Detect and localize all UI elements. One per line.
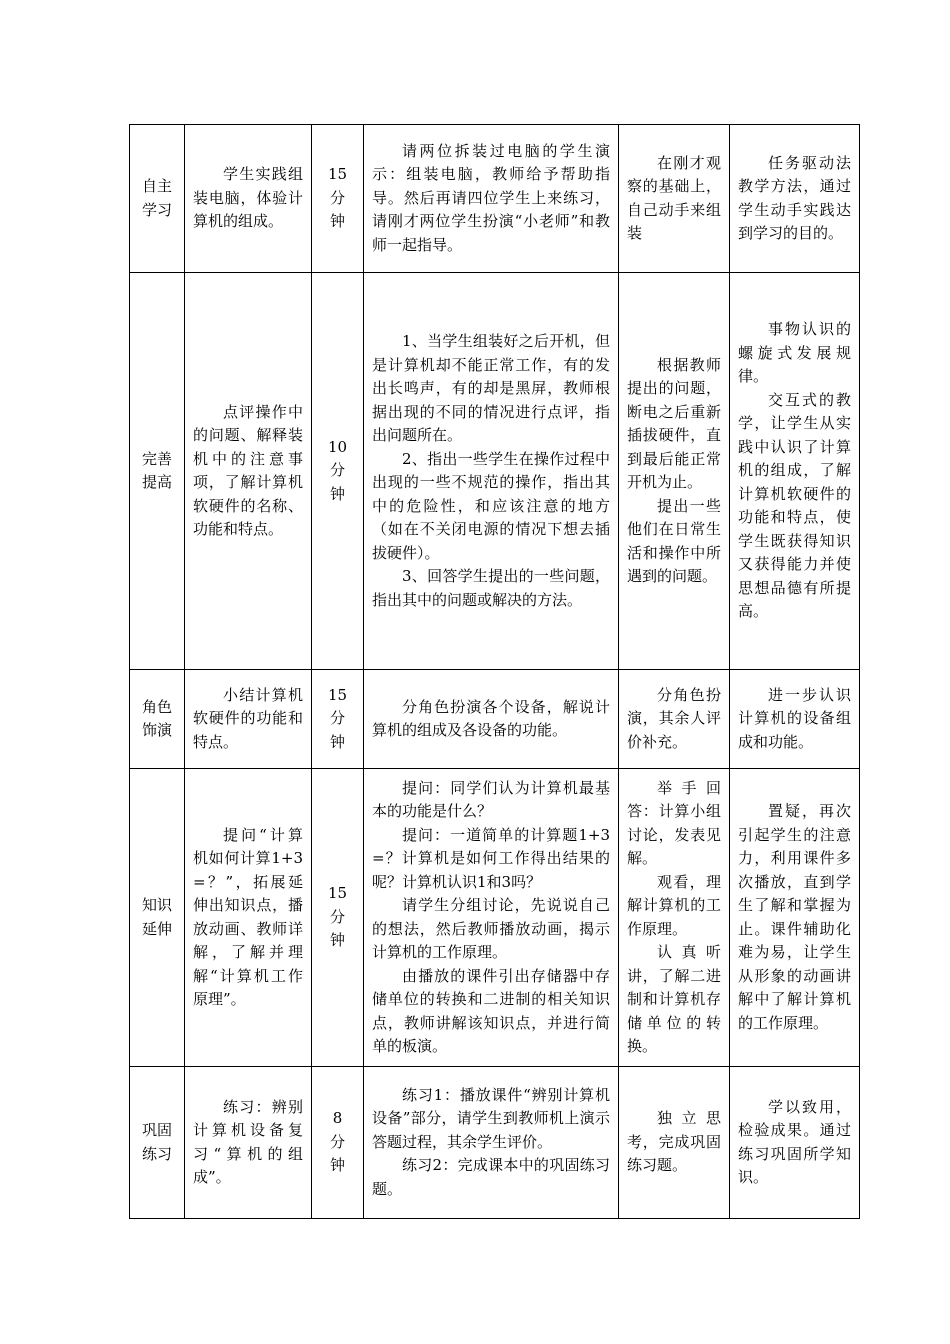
design-intent-paragraph: 进一步认识计算机的设备组成和功能。 (738, 685, 851, 751)
design-intent-paragraph: 置疑，再次引起学生的注意力，利用课件多次播放，直到学生了解和掌握为止。课件辅助化难为易，让学生从形象的动画讲解中了解计算机的工作原理。 (738, 802, 851, 1032)
teacher-activity-paragraph: 练习2：完成课本中的巩固练习题。 (372, 1156, 610, 1198)
teacher-activity-paragraph: 1、当学生组装好之后开机，但是计算机却不能正常工作，有的发出长鸣声，有的却是黑屏，教师根据出现的不同的情况进行点评，指出问题所在。 (372, 332, 610, 444)
teacher-activity-paragraph: 3、回答学生提出的一些问题，指出其中的问题或解决的方法。 (372, 567, 610, 609)
content-cell (185, 670, 312, 769)
stage-text: 完善 提高 (141, 449, 172, 491)
teacher-activity-cell (364, 769, 619, 1067)
table-body (130, 125, 860, 1219)
student-activity-cell (619, 125, 730, 273)
student-activity-cell (619, 769, 730, 1067)
teacher-activity-cell (364, 273, 619, 670)
table-row (130, 670, 860, 769)
table-row (130, 273, 860, 670)
design-intent-cell (730, 670, 860, 769)
content-cell (185, 1067, 312, 1219)
content-cell (185, 769, 312, 1067)
table-row (130, 125, 860, 273)
student-activity-paragraph: 独立思考，完成巩固练习题。 (627, 1109, 721, 1175)
time-text: 8 分 钟 (329, 1109, 345, 1175)
student-activity-paragraph: 在刚才观察的基础上，自己动手来组装 (627, 153, 721, 242)
table-row (130, 1067, 860, 1219)
stage-text: 巩固 练习 (141, 1121, 172, 1163)
teacher-activity-paragraph: 请学生分组讨论，先说说自己的想法，然后教师播放动画，揭示计算机的工作原理。 (372, 896, 610, 961)
teacher-activity-paragraph: 练习1：播放课件“辨别计算机设备”部分，请学生到教师机上演示答题过程，其余学生评价。 (372, 1085, 610, 1151)
time-text: 15 分 钟 (327, 685, 348, 751)
time-cell (312, 1067, 364, 1219)
time-cell (312, 273, 364, 670)
stage-cell (130, 670, 185, 769)
teacher-activity-paragraph: 请两位拆装过电脑的学生演示：组装电脑，教师给予帮助指导。然后再请四位学生上来练习，请刚才两位学生扮演“小老师”和教师一起指导。 (372, 141, 610, 254)
teacher-activity-paragraph: 提问：同学们认为计算机最基本的功能是什么？ (372, 778, 610, 820)
design-intent-paragraph: 学以致用，检验成果。通过练习巩固所学知识。 (738, 1097, 851, 1186)
student-activity-cell (619, 1067, 730, 1219)
content-paragraph: 点评操作中的问题、解释装机中的注意事项，了解计算机软硬件的名称、功能和特点。 (193, 402, 303, 538)
content-paragraph: 小结计算机软硬件的功能和特点。 (193, 685, 303, 751)
stage-text: 角色 饰演 (141, 697, 172, 739)
stage-text: 自主 学习 (141, 177, 172, 219)
design-intent-cell (730, 769, 860, 1067)
table-row (130, 769, 860, 1067)
teacher-activity-cell (364, 1067, 619, 1219)
time-text: 15 分 钟 (327, 884, 348, 950)
time-text: 10 分 钟 (327, 437, 348, 503)
student-activity-paragraph: 举手回答：计算小组讨论，发表见解。 (627, 778, 721, 867)
student-activity-paragraph: 分角色扮演，其余人评价补充。 (627, 685, 721, 751)
teacher-activity-paragraph: 提问：一道简单的计算题1+3=？计算机是如何工作得出结果的呢？计算机认识1和3吗？ (372, 825, 610, 891)
design-intent-paragraph: 任务驱动法教学方法，通过学生动手实践达到学习的目的。 (738, 153, 851, 242)
design-intent-cell (730, 1067, 860, 1219)
lesson-plan-table (129, 124, 860, 1219)
teacher-activity-cell (364, 670, 619, 769)
stage-text: 知识 延伸 (141, 896, 172, 938)
teacher-activity-cell (364, 125, 619, 273)
stage-cell (130, 1067, 185, 1219)
student-activity-paragraph: 认真听讲，了解二进制和计算机存储单位的转换。 (627, 943, 721, 1055)
content-paragraph: 学生实践组装电脑，体验计算机的组成。 (193, 165, 303, 231)
content-cell (185, 273, 312, 670)
stage-cell (130, 273, 185, 670)
time-cell (312, 769, 364, 1067)
time-text: 15 分 钟 (327, 165, 348, 231)
student-activity-cell (619, 670, 730, 769)
stage-cell (130, 769, 185, 1067)
content-cell (185, 125, 312, 273)
design-intent-paragraph: 交互式的教学，让学生从实践中认识了计算机的组成，了解计算机软硬件的功能和特点，使学生既获得知识又获得能力并使思想品德有所提高。 (738, 390, 851, 621)
student-activity-cell (619, 273, 730, 670)
student-activity-paragraph: 根据教师提出的问题，断电之后重新插拔硬件，直到最后能正常开机为止。 (627, 355, 721, 491)
design-intent-cell (730, 273, 860, 670)
time-cell (312, 670, 364, 769)
student-activity-paragraph: 提出一些他们在日常生活和操作中所遇到的问题。 (627, 496, 721, 585)
teacher-activity-paragraph: 由播放的课件引出存储器中存储单位的转换和二进制的相关知识点，教师讲解该知识点，并进行简单的板演。 (372, 966, 610, 1055)
student-activity-paragraph: 观看，理解计算机的工作原理。 (627, 872, 721, 938)
content-paragraph: 练习：辨别计算机设备复习“算机的组成”。 (193, 1097, 303, 1186)
time-cell (312, 125, 364, 273)
design-intent-paragraph: 事物认识的螺旋式发展规律。 (738, 320, 851, 386)
content-paragraph: 提问“计算机如何计算1+3=？”，拓展延伸出知识点，播放动画、教师详解，了解并理解“计算机工作原理”。 (193, 825, 303, 1008)
stage-cell (130, 125, 185, 273)
teacher-activity-paragraph: 分角色扮演各个设备，解说计算机的组成及各设备的功能。 (372, 697, 610, 739)
teacher-activity-paragraph: 2、指出一些学生在操作过程中出现的一些不规范的操作，指出其中的危险性，和应该注意的地方（如在不关闭电源的情况下想去插拔硬件）。 (372, 449, 610, 562)
design-intent-cell (730, 125, 860, 273)
